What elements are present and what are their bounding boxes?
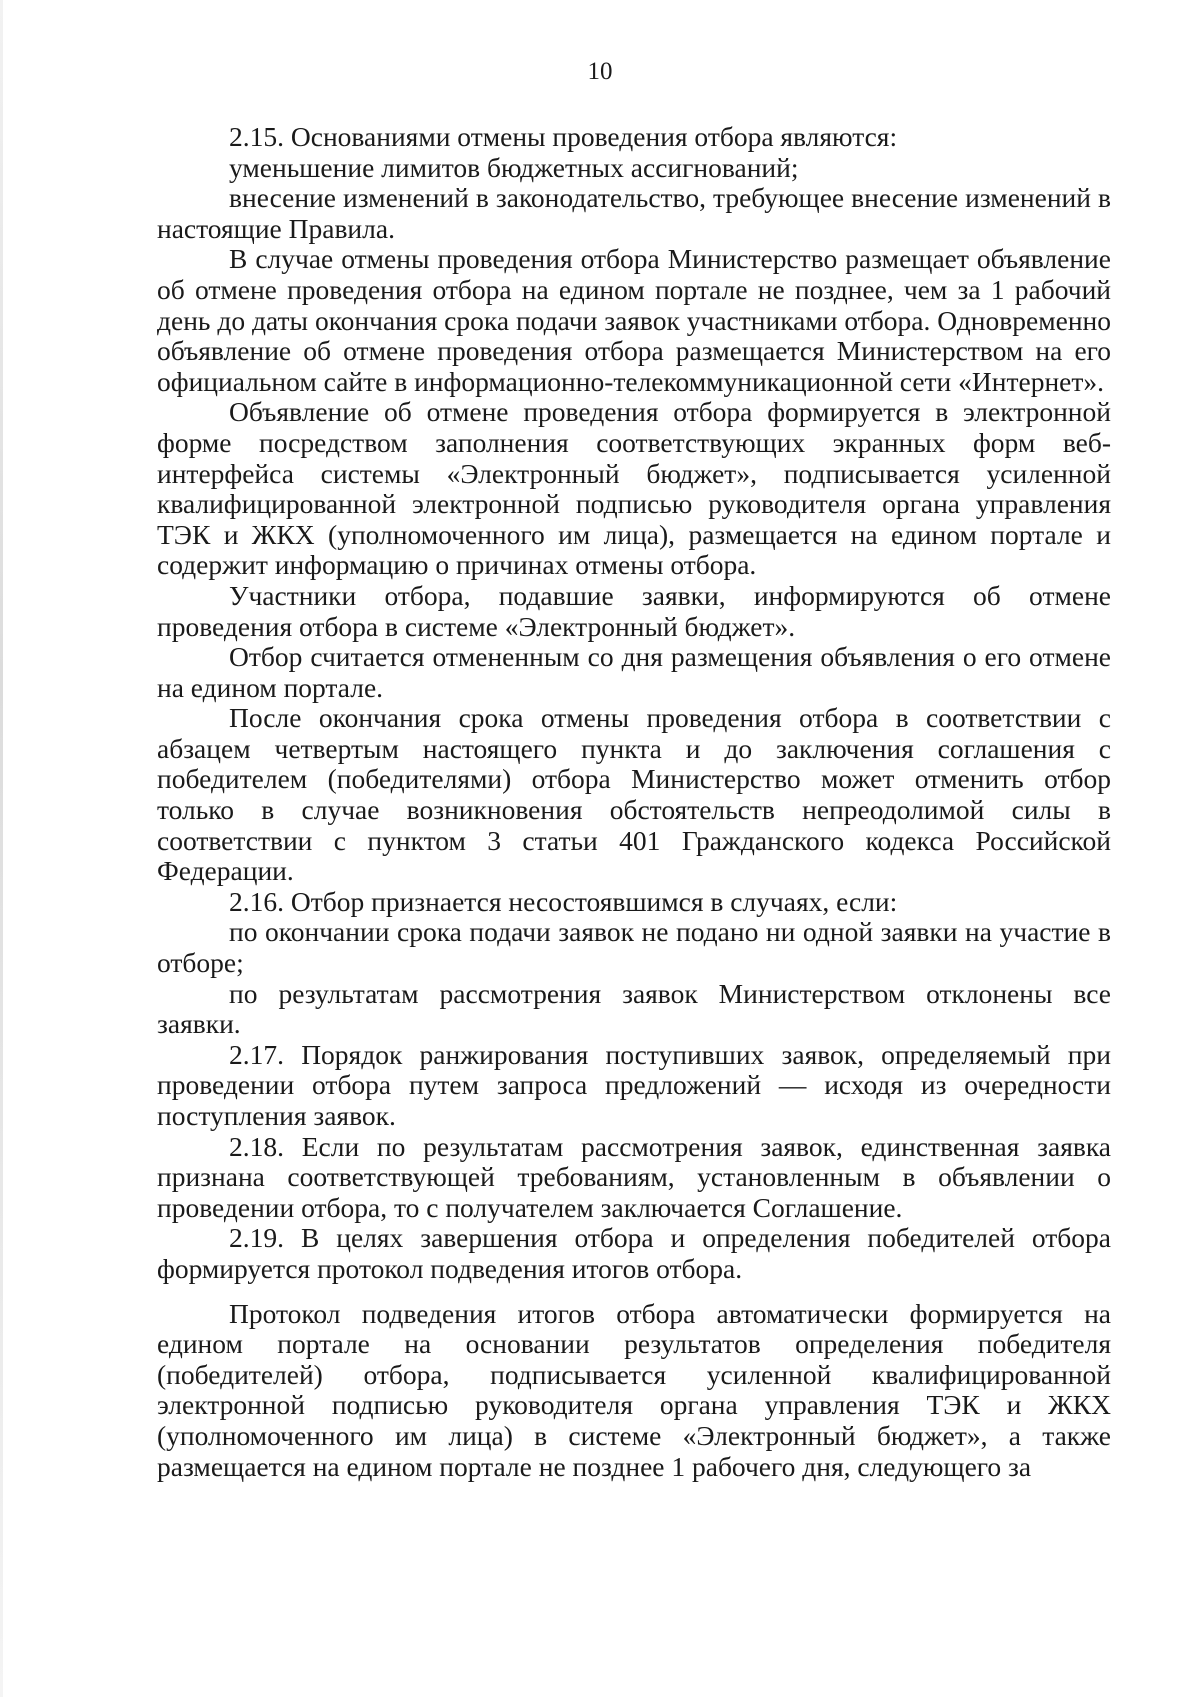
paragraph-cancelled-date: Отбор считается отмененным со дня размещения объявления о его отмене на едином портале. bbox=[157, 641, 1111, 703]
paragraph-protocol-formation: Протокол подведения итогов отбора автоматически формируется на едином портале на основании результатов определения победителя (победителей) отбора, подписывается усиленной квалифицированной электронной подписью руководителя органа управления ТЭК и ЖКХ (уполномоченного им лица) в системе «Электронный бюджет», а также размещается на едином портале не позднее 1 рабочего дня, следующего за bbox=[157, 1297, 1111, 1482]
page-number: 10 bbox=[587, 58, 613, 85]
paragraph-legislation-changes: внесение изменений в законодательство, требующее внесение изменений в настоящие Правила. bbox=[157, 182, 1111, 244]
paragraph-force-majeure: После окончания срока отмены проведения отбора в соответствии с абзацем четвертым настоящего пункта и до заключения соглашения с победителем (победителями) отбора Министерство может отменить отбор только в случае возникновения обстоятельств непреодолимой силы в соответствии с пунктом 3 статьи 401 Гражданского кодекса Российской Федерации. bbox=[157, 702, 1111, 887]
paragraph-electronic-form: Объявление об отмене проведения отбора формируется в электронной форме посредством заполнения соответствующих экранных форм веб-интерфейса системы «Электронный бюджет», подписывается усиленной квалифицированной электронной подписью руководителя органа управления ТЭК и ЖКХ (уполномоченного им лица), размещается на едином портале и содержит информацию о причинах отмены отбора. bbox=[157, 396, 1111, 581]
paragraph-no-applications: по окончании срока подачи заявок не подано ни одной заявки на участие в отборе; bbox=[157, 916, 1111, 979]
paragraph-cancellation-notice: В случае отмены проведения отбора Министерство размещает объявление об отмене проведения отбора на едином портале не позднее, чем за 1 рабочий день до даты окончания срока подачи заявок участниками отбора. Одновременно объявление об отмене проведения отбора размещается Министерством на его официальном сайте в информационно-телекоммуникационной сети «Интернет». bbox=[157, 243, 1111, 397]
paragraph-2-18-single-application: 2.18. Если по результатам рассмотрения заявок, единственная заявка признана соответствующей требованиям, установленным в объявлении о проведении отбора, то с получателем заключается Соглашение. bbox=[157, 1130, 1111, 1223]
paragraph-2-16-heading: 2.16. Отбор признается несостоявшимся в случаях, если: bbox=[229, 885, 898, 917]
paragraph-all-rejected: по результатам рассмотрения заявок Министерством отклонены все заявки. bbox=[157, 977, 1111, 1040]
paragraph-2-15-heading: 2.15. Основаниями отмены проведения отбора являются: bbox=[229, 121, 898, 152]
document-body bbox=[157, 122, 1111, 1482]
paragraph-2-19-protocol: 2.19. В целях завершения отбора и определения победителей отбора формируется протокол подведения итогов отбора. bbox=[157, 1222, 1111, 1284]
scan-edge-shadow bbox=[0, 0, 3, 1697]
paragraph-2-17-ranking: 2.17. Порядок ранжирования поступивших заявок, определяемый при проведении отбора путем запроса предложений — исходя из очередности поступления заявок. bbox=[157, 1038, 1111, 1131]
paragraph-budget-limits: уменьшение лимитов бюджетных ассигнований; bbox=[229, 151, 799, 183]
paragraph-participants-informed: Участники отбора, подавшие заявки, информируются об отмене проведения отбора в системе «Электронный бюджет». bbox=[157, 579, 1111, 642]
